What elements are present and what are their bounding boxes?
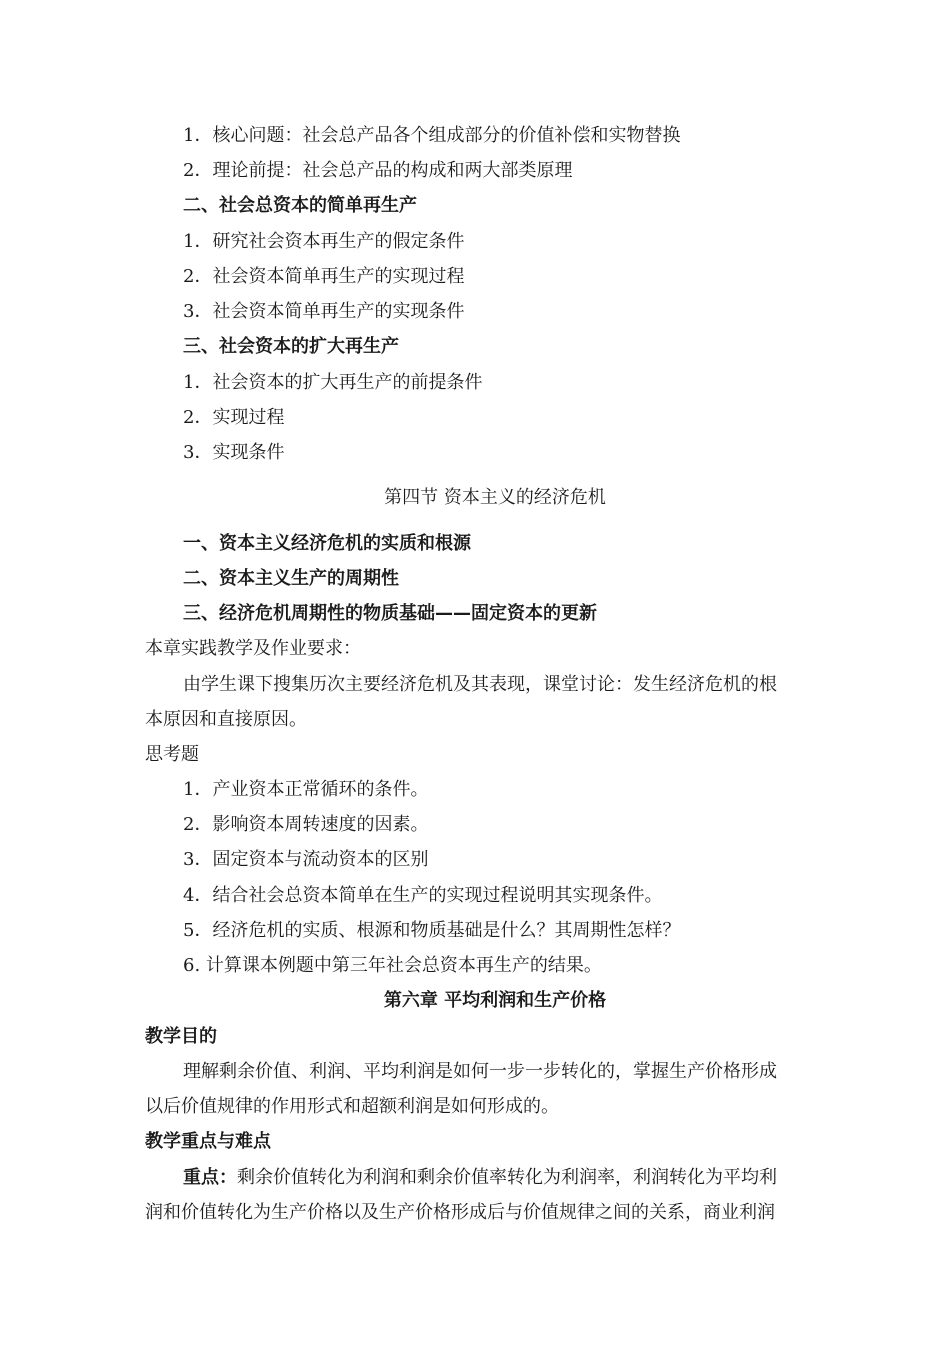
goal-label: 教学目的 xyxy=(145,1026,217,1047)
paragraph-line: 本原因和直接原因。 xyxy=(145,709,307,730)
questions-label: 思考题 xyxy=(145,744,199,765)
question-item: 6. 计算课本例题中第三年社会总资本再生产的结果。 xyxy=(183,955,602,976)
focus-prefix: 重点： xyxy=(183,1167,237,1188)
chapter-title: 第六章 平均利润和生产价格 xyxy=(383,990,607,1011)
list-item: 1．核心问题：社会总产品各个组成部分的价值补偿和实物替换 xyxy=(183,125,681,146)
practice-label: 本章实践教学及作业要求： xyxy=(145,638,361,659)
subsection-heading: 三、经济危机周期性的物质基础——固定资本的更新 xyxy=(183,603,597,624)
question-item: 2．影响资本周转速度的因素。 xyxy=(183,814,429,835)
list-item: 1．社会资本的扩大再生产的前提条件 xyxy=(183,372,483,393)
question-item: 4．结合社会总资本简单在生产的实现过程说明其实现条件。 xyxy=(183,885,663,906)
list-item: 2．社会资本简单再生产的实现过程 xyxy=(183,266,465,287)
paragraph-line: 理解剩余价值、利润、平均利润是如何一步一步转化的，掌握生产价格形成 xyxy=(183,1061,777,1082)
question-item: 3．固定资本与流动资本的区别 xyxy=(183,849,429,870)
subsection-heading: 二、社会总资本的简单再生产 xyxy=(183,195,417,216)
list-item: 3．社会资本简单再生产的实现条件 xyxy=(183,301,465,322)
question-item: 5．经济危机的实质、根源和物质基础是什么？其周期性怎样？ xyxy=(183,920,681,941)
subsection-heading: 二、资本主义生产的周期性 xyxy=(183,568,399,589)
paragraph-line: 由学生课下搜集历次主要经济危机及其表现，课堂讨论：发生经济危机的根 xyxy=(183,674,777,695)
question-item: 1．产业资本正常循环的条件。 xyxy=(183,779,429,800)
section-title: 第四节 资本主义的经济危机 xyxy=(384,487,606,508)
subsection-heading: 三、社会资本的扩大再生产 xyxy=(183,336,399,357)
focus-label: 教学重点与难点 xyxy=(145,1131,271,1152)
list-item: 1．研究社会资本再生产的假定条件 xyxy=(183,231,465,252)
focus-text: 剩余价值转化为利润和剩余价值率转化为利润率，利润转化为平均利 xyxy=(237,1167,777,1188)
paragraph-line xyxy=(183,1166,777,1190)
list-item: 2．理论前提：社会总产品的构成和两大部类原理 xyxy=(183,160,573,181)
list-item: 3．实现条件 xyxy=(183,442,285,463)
paragraph-line: 以后价值规律的作用形式和超额利润是如何形成的。 xyxy=(145,1096,559,1117)
list-item: 2．实现过程 xyxy=(183,407,285,428)
paragraph-line: 润和价值转化为生产价格以及生产价格形成后与价值规律之间的关系，商业利润 xyxy=(145,1202,775,1223)
subsection-heading: 一、资本主义经济危机的实质和根源 xyxy=(183,533,471,554)
